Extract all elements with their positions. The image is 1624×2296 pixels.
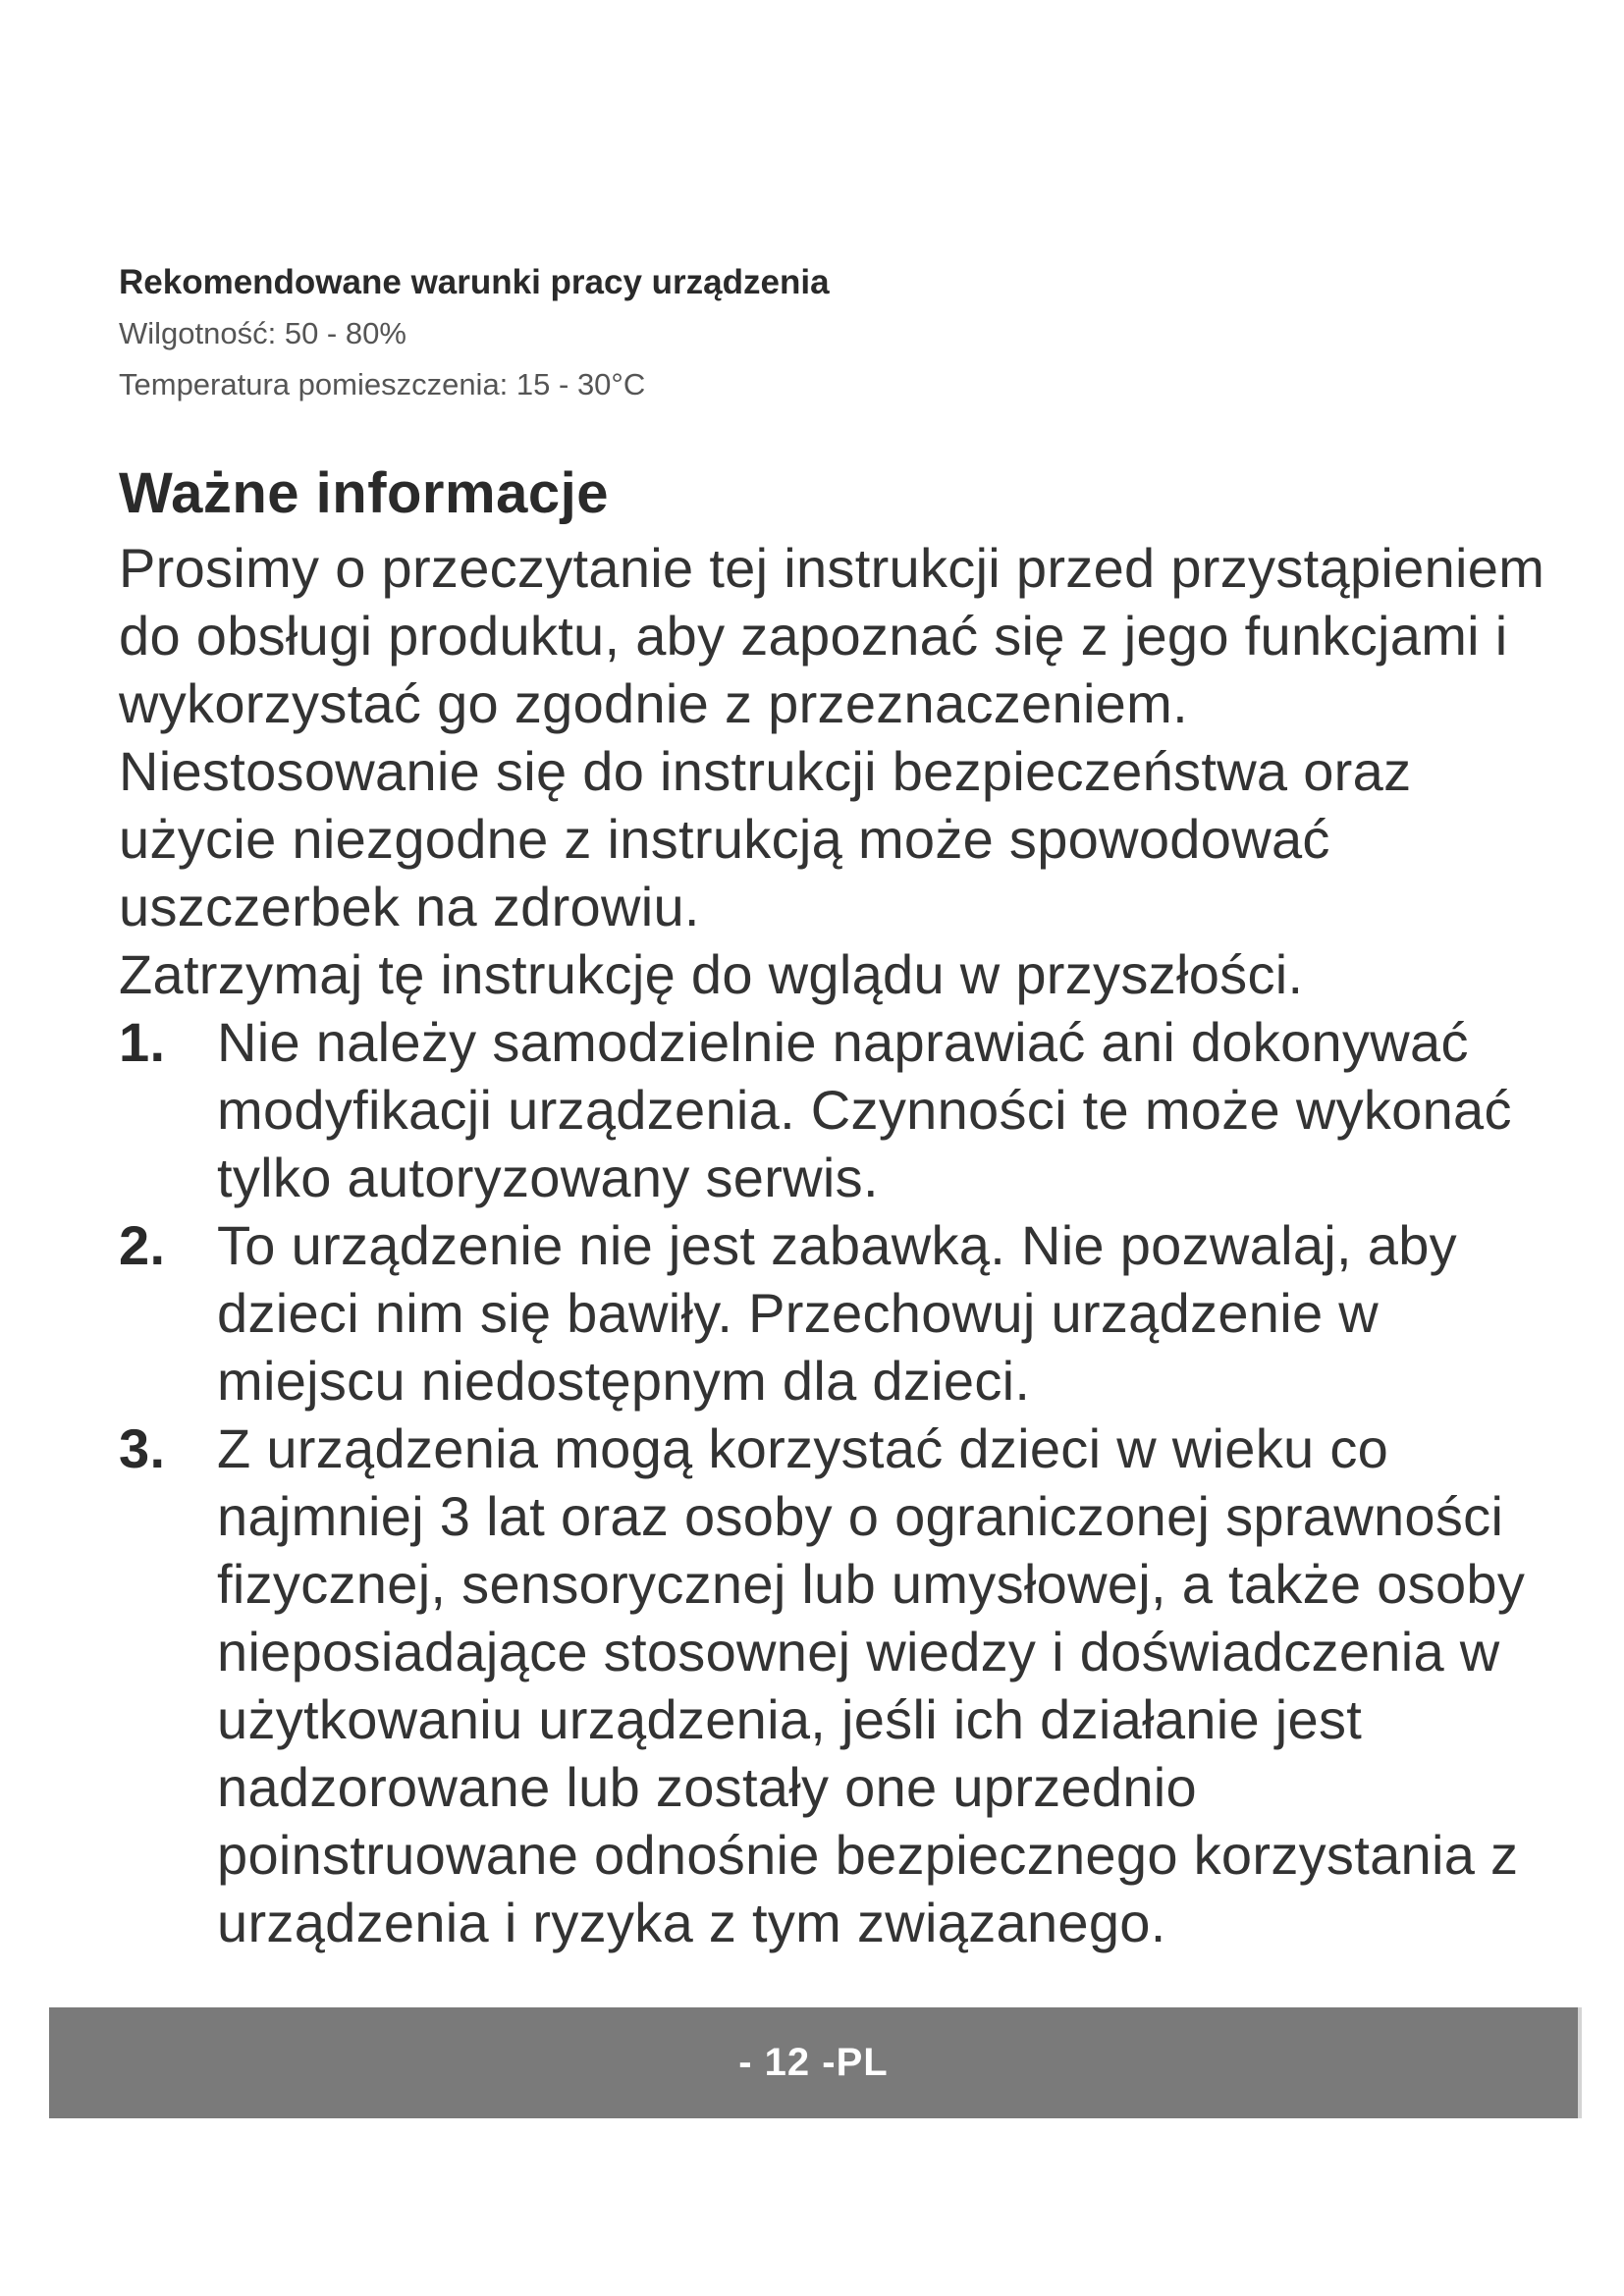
- humidity-spec: Wilgotność: 50 - 80%: [119, 316, 406, 350]
- list-item-text: Z urządzenia mogą korzystać dzieci w wieku co najmniej 3 lat oraz osoby o ograniczonej sprawności fizycznej, sensorycznej lub umysłowej, a także osoby nieposiadające stosownej wiedzy i doświadczenia w użytkowaniu urządzenia, jeśli ich działanie jest nadzorowane lub zostały one uprzednio poinstruowane odnośnie bezpiecznego korzystania z urządzenia i ryzyka z tym związanego.: [217, 1417, 1526, 1953]
- list-item-number: 1.: [119, 1011, 166, 1073]
- intro-paragraph: Prosimy o przeczytanie tej instrukcji przed przystąpieniem do obsługi produktu, aby zapoznać się z jego funkcjami i wykorzystać go zgodnie z przeznaczeniem.: [119, 537, 1545, 734]
- list-item: [119, 1211, 1552, 1415]
- list-item: [119, 1008, 1552, 1211]
- page-footer-bar: [49, 2007, 1582, 2118]
- list-item-text: Nie należy samodzielnie naprawiać ani dokonywać modyfikacji urządzenia. Czynności te może wykonać tylko autoryzowany serwis.: [217, 1011, 1512, 1208]
- safety-warning-paragraph: Niestosowanie się do instrukcji bezpieczeństwa oraz użycie niezgodne z instrukcją może spowodować uszczerbek na zdrowiu.: [119, 740, 1412, 937]
- operating-conditions-section: [119, 257, 1513, 410]
- temperature-spec: Temperatura pomieszczenia: 15 - 30°C: [119, 367, 646, 401]
- safety-list: [119, 1008, 1552, 1956]
- important-info-title: Ważne informacje: [119, 461, 609, 525]
- keep-manual-paragraph: Zatrzymaj tę instrukcję do wglądu w przyszłości.: [119, 943, 1304, 1005]
- list-item: [119, 1415, 1552, 1956]
- page-number: - 12 -PL: [738, 2041, 889, 2084]
- list-item-number: 2.: [119, 1214, 166, 1276]
- important-info-section: [119, 454, 1552, 1956]
- operating-conditions-title: Rekomendowane warunki pracy urządzenia: [119, 263, 830, 301]
- list-item-text: To urządzenie nie jest zabawką. Nie pozwalaj, aby dzieci nim się bawiły. Przechowuj urządzenie w miejscu niedostępnym dla dzieci.: [217, 1214, 1457, 1412]
- list-item-number: 3.: [119, 1417, 166, 1479]
